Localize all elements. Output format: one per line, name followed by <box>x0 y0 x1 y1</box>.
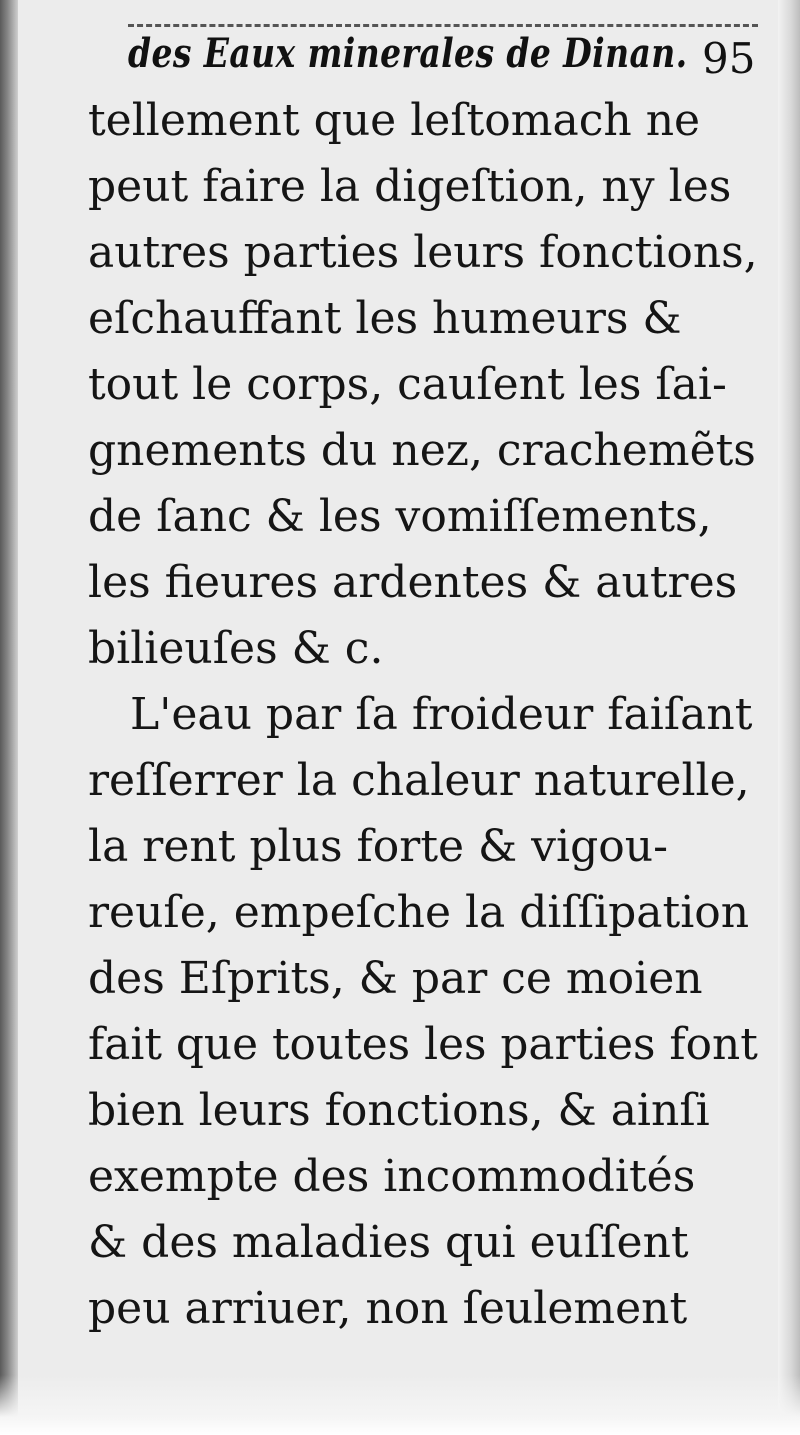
text-line: peut faire la digeſtion, ny les <box>88 161 732 212</box>
running-head <box>128 24 768 84</box>
text-line: les fieures ardentes & autres <box>88 557 738 608</box>
text-line: tout le corps, cauſent les ſai- <box>88 359 727 410</box>
text-line: eſchauffant les humeurs & <box>88 293 682 344</box>
running-head-title: des Eaux minerales de Dinan. <box>128 30 688 77</box>
text-line: tellement que leſtomach ne <box>88 95 701 146</box>
text-line: des Eſprits, & par ce moien <box>88 953 703 1004</box>
text-line: & des maladies qui euſſent <box>88 1217 689 1268</box>
paragraph-first-line: L'eau par ſa froideur faiſant <box>130 689 753 740</box>
text-line: autres parties leurs fonctions, <box>88 227 758 278</box>
text-line: bilieuſes & c. <box>88 623 384 674</box>
text-line: la rent plus forte & vigou- <box>88 821 668 872</box>
text-line: exempte des incommodités <box>88 1151 696 1202</box>
page-number: 95 <box>702 34 756 83</box>
text-line: bien leurs fonctions, & ainſi <box>88 1085 710 1136</box>
text-line: reuſe, empeſche la diſſipation <box>88 887 750 938</box>
text-line: reſſerrer la chaleur naturelle, <box>88 755 750 806</box>
scan-edge-right <box>778 0 800 1435</box>
scan-edge-bottom <box>0 1375 800 1435</box>
text-line: de ſanc & les vomiſſements, <box>88 491 712 542</box>
text-line: peu arriuer, non ſeulement <box>88 1283 688 1334</box>
running-head-rule <box>128 24 758 27</box>
text-line: fait que toutes les parties font <box>88 1019 758 1070</box>
scan-edge-left <box>0 0 18 1435</box>
text-line: gnements du nez, crachemẽts <box>88 425 756 476</box>
